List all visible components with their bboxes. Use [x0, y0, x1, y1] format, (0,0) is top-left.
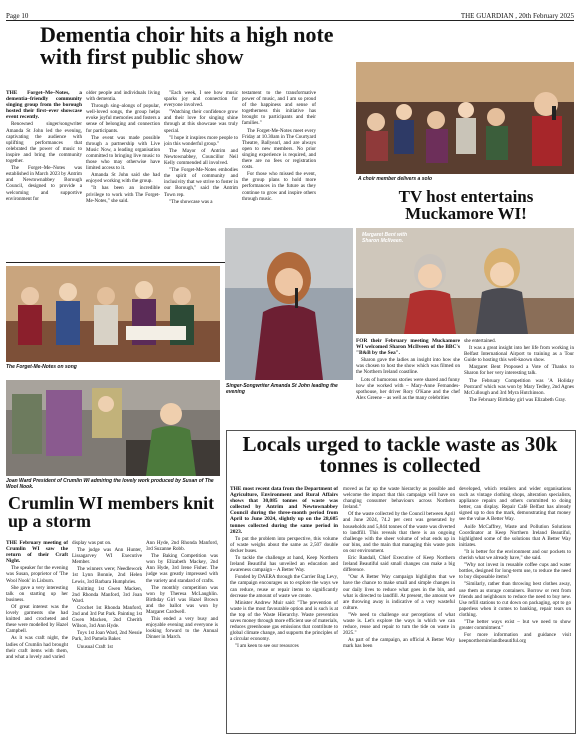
- page-number: Page 10: [6, 12, 29, 20]
- crumlin-col-1: THE February meeting of Crumlin WI saw the return of their Craft Night. The speaker for the evening was Susan, proprietor of 'The Wool Nook' in Lisburn. She gave a very interesting talk on starting up her business. Of great interest was the lovely garments she had knitted and crocheted and these were modelled by Hazel Campbell. As it was craft night, the ladies of Crumlin had brought their craft items with them, and what a lovely and varied: [6, 540, 68, 660]
- page-header: [6, 6, 574, 21]
- dementia-col-4: testament to the transformative power of music, and I am so proud of the happiness and sense of togetherness this initiative has brought to participants and their families." The Forget-Me-Notes meet every Friday at 10.30am in The Courtyard Theatre, Ballyearl, and are always open to new members. No prior singing experience is required, and there are no fees or registration costs. For those who missed the event, the group plans to hold more performances in the future as they continue to grow and inspire others through music.: [242, 90, 316, 202]
- tv-col-2: she entertained. It was a great insight into her life from working in Belfast International Airport to training as a Tour Guide to hosting this well-known show. Margaret Bent Proposed a Vote of Thanks to Sharon for her very interesting talk. The February Competition was 'A Holiday Postcard' which was won by Mary Tedley, 2nd Agnes McCullough and 3rd Myra Hutchinson. The February Birthday girl was Elizabeth Gray.: [464, 338, 574, 403]
- tv-photo-caption: Margaret Bent with Sharon McIlveen.: [362, 232, 408, 244]
- dementia-col-2: older people and individuals living with dementia. Through sing–alongs of popular, well-loved songs, the group helps evoke joyful memories and fosters a sense of belonging and connection for participants. The event was made possible through a partnership with Live Music Now, a leading organisation committed to bringing live music to those who may otherwise have limited access to it. Amanda St John said she had enjoyed working with the group. "It has been an incredible privilege to work with The Forget-Me-Notes," she said.: [86, 90, 160, 204]
- dementia-col-3: "Each week, I see how music sparks joy and connection for everyone involved. "Watching their confidence grow and their love for singing shine through at this showcase was truly special. "I hope it inspires more people to join this wonderful group." The Mayor of Antrim and Newtownabbey, Councillor Neil Kelly commended all involved. "The Forget-Me-Notes embodies the spirit of community and inclusivity that we strive to foster in our Borough," said the Antrim Town rep. "The showcase was a: [164, 90, 238, 205]
- crumlin-headline: Crumlin WI members knit up a storm: [8, 493, 215, 532]
- waste-col-3: developed, which retailers and wider organisations such as vintage clothing shops, alteration specialists, appliance repairs and others committed to doing better, can display. Repair Café Belfast has already signed up to don the mark, demonstrating that money see the value A Better Way. Aoife McCaffrey, Waste and Pollution Solutions Coordinator at Keep Northern Ireland Beautiful, highlighted some of the solutions that A Better Way initiates. "It is better for the environment and our pockets to cherish what we already have," she said. "Why not invest in reusable coffee cups and water bottles, designed for long-term use, to reduce the need to buy disposable items? "Similarly, rather than throwing best clothes away, use them as storage containers. Borrow or rent from friends and neighbours to reduce the need to buy new. Use refill stations to cut down on packaging, opt to go paperless when it comes to banking, repair tears on clothing. "The better ways exist – but we need to show greater commitment." For more information and guidance visit keepnorthernirelandbeautiful.org: [459, 486, 571, 645]
- singer-caption: Singer-Songwriter Amanda St John leading the evening: [226, 383, 338, 395]
- group-song-caption: The Forget-Me-Notes on song: [6, 364, 77, 370]
- tv-col-1: FOR their February meeting Muckamore WI welcomed Sharon McIlveen of the BBC's "B&B by the Sea". Sharon gave the ladies an insight into how she was chosen to host the show which was filmed on the Northern Ireland coastline. Lots of humorous stories were shared and funny how she worked with – Mary-Anne Fernandes-spothouse, her driver Rory O'Kane and the chef Alex Greene – as well as the many celebrities: [356, 338, 460, 401]
- crumlin-photo-caption: Joan Ward President of Crumlin WI admiring the lovely work produced by Susan of The Wool Nook.: [6, 478, 214, 490]
- dementia-headline: Dementia choir hits a high note with first public show: [40, 22, 334, 70]
- waste-col-2: moved as far up the waste hierarchy as possible and welcome the impact that this campaign will have on changing consumer behaviours across Northern Ireland." Of the waste collected by the Council between April and June 2024, 74.2 per cent was generated by households and 5,844 tonnes of the waste was diverted to landfill. This reveals that there is an ongoing challenge with the sheer volume of what ends up in our bins, and the main that managing this waste puts on our environment. Eric Randall, Chief Executive of Keep Northern Ireland Beautiful said small changes can make a big difference. "Our A Better Way campaign highlights that we have the chance to make small and simple changes in our daily lives to reduce what goes in the bin, and what is directed to landfill. At present, the amount we are throwing away is indicative of a very wasteful culture. "We need to challenge our perceptions of what waste is. Let's explore the ways in which we can reduce, reuse and repair to turn the tide on waste in 2025." As part of the campaign, an official A Better Way mark has been: [343, 486, 455, 650]
- waste-headline: Locals urged to tackle waste as 30k tonnes is collected: [242, 432, 558, 478]
- waste-col-1: THE most recent data from the Department of Agriculture, Environment and Rural Affairs shows that 30,085 tonnes of waste was collected by Antrim and Newtownabbey Council during the three-month period from April to June 2024, slightly up on the 28,685 tonnes collected during the same period in 2023. To put the problem into perspective, this volume of waste weighs about the same as 2,507 double decker buses. To tackle the challenge at hand, Keep Northern Ireland Beautiful has unveiled an education and awareness campaign – A Better Way. Funded by DAERA through the Carrier Bag Levy, the campaign encourages us to explore the ways we can reduce, reuse or repair items to significantly decrease the amount of waste we create. Minister Andrew Muir said: "The prevention of waste is the most favourable option and is such is at the top of the Waste Hierarchy. Waste prevention saves money through more efficient use of materials, reduces greenhouse gas emissions that contribute to global climate change, and supports the principles of a circular economy. "I am keen to see our resources: [230, 486, 338, 650]
- tv-headline: TV host entertains Muckamore WI!: [398, 187, 534, 224]
- singer-photo: [225, 228, 353, 380]
- paper-dateline: THE GUARDIAN , 20th February 2025: [460, 12, 574, 20]
- crumlin-col-2: display was put on. The judge was Ann Hunter, Lissagarvey WI Executive Member. The winners were; Needlework 1st Lynn Bonnie, 2nd Helen Lewis, 3rd Barbara Humphries. Knitting 1st Gwen Macken, 2nd Rhonda Manford, 3rd Joan Ward. Crochet 1st Rhonda Manford, 2nd and 3rd Pat Park. Painting 1st Gwen Macken, 2nd Cherith Wilson, 3rd Ann Hyde. Toys 1st Joan Ward, 2nd Nessie Park, 3rd Pamela Baker. Unusual Craft 1st: [72, 540, 142, 650]
- choir-solo-caption: A choir member delivers a solo: [358, 176, 433, 182]
- group-song-photo: [6, 266, 220, 362]
- crumlin-photo: [6, 380, 220, 476]
- dementia-col-1: THE Forget–Me–Notes, a dementia–friendly community singing group from the borough hosted their first–ever showcase event recently. Renowned singer/songwriter Amanda St John led the evening, captivating the audience with uplifting performances that celebrated the power of music to inspire and bring the community together. The Forget–Me–Notes was established in March 2023 by Antrim and Newtownabbey Borough Council, designed to provide a welcoming and supportive environment for: [6, 90, 82, 202]
- crumlin-col-3: Ann Hyde, 2nd Rhonda Manford, 3rd Suzanne Robb. The Baking Competition was won by Elizabeth Mackey, 2nd Ann Hyde, 3rd Irene Fisher. The judge was greatly impressed with the variety and standard of crafts. The monthly competition was won by Theresa McLaughlin. Birthday Girl was Hazel Brown and the ballot was won by Margaret Cardwell. This ended a very busy and enjoyable evening and everyone is looking forward to the Annual Dinner in March.: [146, 540, 218, 641]
- choir-solo-photo: [356, 62, 574, 174]
